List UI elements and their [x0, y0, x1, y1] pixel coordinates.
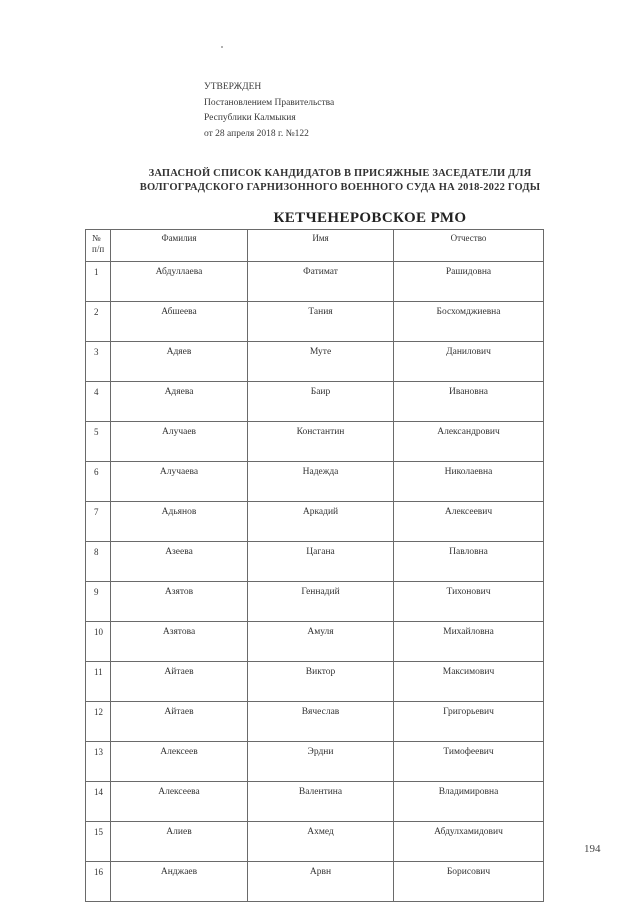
- scan-speck: [221, 46, 223, 48]
- table-row: [86, 742, 544, 782]
- name-cell: Амуля: [248, 622, 394, 662]
- table-row: [86, 502, 544, 542]
- patronymic-cell: Тихонович: [394, 582, 544, 622]
- row-number: 4: [86, 382, 111, 422]
- table-row: [86, 422, 544, 462]
- table-row: [86, 342, 544, 382]
- title-line: ЗАПАСНОЙ СПИСОК КАНДИДАТОВ В ПРИСЯЖНЫЕ ЗАСЕДАТЕЛИ ДЛЯ: [148, 168, 532, 179]
- table-row: [86, 782, 544, 822]
- table-row: [86, 542, 544, 582]
- table-row: [86, 262, 544, 302]
- row-number: 13: [86, 742, 111, 782]
- name-cell: Муте: [248, 342, 394, 382]
- surname-cell: Алиев: [111, 822, 248, 862]
- surname-cell: Абшеева: [111, 302, 248, 342]
- surname-cell: Алексеев: [111, 742, 248, 782]
- row-number: 7: [86, 502, 111, 542]
- surname-cell: Адяева: [111, 382, 248, 422]
- surname-cell: Адяев: [111, 342, 248, 382]
- header-number: № п/п: [86, 230, 111, 262]
- surname-cell: Алучаев: [111, 422, 248, 462]
- row-number: 14: [86, 782, 111, 822]
- table-row: [86, 302, 544, 342]
- approval-line: Республики Калмыкия: [204, 113, 296, 123]
- surname-cell: Алексеева: [111, 782, 248, 822]
- row-number: 11: [86, 662, 111, 702]
- name-cell: Баир: [248, 382, 394, 422]
- surname-cell: Айтаев: [111, 702, 248, 742]
- name-cell: Фатимат: [248, 262, 394, 302]
- surname-cell: Анджаев: [111, 862, 248, 902]
- table-row: [86, 582, 544, 622]
- patronymic-cell: Данилович: [394, 342, 544, 382]
- name-cell: Надежда: [248, 462, 394, 502]
- patronymic-cell: Владимировна: [394, 782, 544, 822]
- table-row: [86, 862, 544, 902]
- surname-cell: Алучаева: [111, 462, 248, 502]
- table-row: [86, 382, 544, 422]
- name-cell: Цагана: [248, 542, 394, 582]
- row-number: 2: [86, 302, 111, 342]
- table-row: [86, 702, 544, 742]
- name-cell: Арвн: [248, 862, 394, 902]
- district-heading: КЕТЧЕНЕРОВСКОЕ РМО: [273, 210, 467, 226]
- row-number: 5: [86, 422, 111, 462]
- name-cell: Валентина: [248, 782, 394, 822]
- table-row: [86, 622, 544, 662]
- table-row: [86, 462, 544, 502]
- candidates-table: [85, 229, 544, 902]
- surname-cell: Азятов: [111, 582, 248, 622]
- patronymic-cell: Григорьевич: [394, 702, 544, 742]
- patronymic-cell: Абдулхамидович: [394, 822, 544, 862]
- patronymic-cell: Павловна: [394, 542, 544, 582]
- row-number: 12: [86, 702, 111, 742]
- table-body: [86, 262, 544, 902]
- row-number: 6: [86, 462, 111, 502]
- patronymic-cell: Михайловна: [394, 622, 544, 662]
- row-number: 8: [86, 542, 111, 582]
- name-cell: Константин: [248, 422, 394, 462]
- table-header-row: [86, 230, 544, 262]
- table-row: [86, 822, 544, 862]
- approval-line: от 28 апреля 2018 г. №122: [204, 128, 309, 139]
- patronymic-cell: Ивановна: [394, 382, 544, 422]
- name-cell: Эрдни: [248, 742, 394, 782]
- patronymic-cell: Рашидовна: [394, 262, 544, 302]
- row-number: 1: [86, 262, 111, 302]
- row-number: 9: [86, 582, 111, 622]
- surname-cell: Адьянов: [111, 502, 248, 542]
- patronymic-cell: Борисович: [394, 862, 544, 902]
- header-patronymic: Отчество: [394, 230, 544, 262]
- name-cell: Вячеслав: [248, 702, 394, 742]
- row-number: 3: [86, 342, 111, 382]
- page-number: 194: [584, 843, 601, 855]
- name-cell: Виктор: [248, 662, 394, 702]
- name-cell: Геннадий: [248, 582, 394, 622]
- surname-cell: Азеева: [111, 542, 248, 582]
- name-cell: Ахмед: [248, 822, 394, 862]
- title-line: ВОЛГОГРАДСКОГО ГАРНИЗОННОГО ВОЕННОГО СУДА НА 2018-2022 ГОДЫ: [139, 182, 541, 193]
- approval-block: [204, 80, 334, 142]
- patronymic-cell: Алексеевич: [394, 502, 544, 542]
- document-title: [90, 167, 590, 195]
- patronymic-cell: Александрович: [394, 422, 544, 462]
- header-surname: Фамилия: [111, 230, 248, 262]
- row-number: 15: [86, 822, 111, 862]
- patronymic-cell: Максимович: [394, 662, 544, 702]
- row-number: 16: [86, 862, 111, 902]
- surname-cell: Азятова: [111, 622, 248, 662]
- approval-line: УТВЕРЖДЕН: [204, 82, 262, 92]
- header-name: Имя: [248, 230, 394, 262]
- surname-cell: Абдуллаева: [111, 262, 248, 302]
- patronymic-cell: Тимофеевич: [394, 742, 544, 782]
- surname-cell: Айтаев: [111, 662, 248, 702]
- patronymic-cell: Босхомджиевна: [394, 302, 544, 342]
- patronymic-cell: Николаевна: [394, 462, 544, 502]
- table-row: [86, 662, 544, 702]
- approval-line: Постановлением Правительства: [204, 97, 335, 108]
- name-cell: Аркадий: [248, 502, 394, 542]
- name-cell: Тания: [248, 302, 394, 342]
- row-number: 10: [86, 622, 111, 662]
